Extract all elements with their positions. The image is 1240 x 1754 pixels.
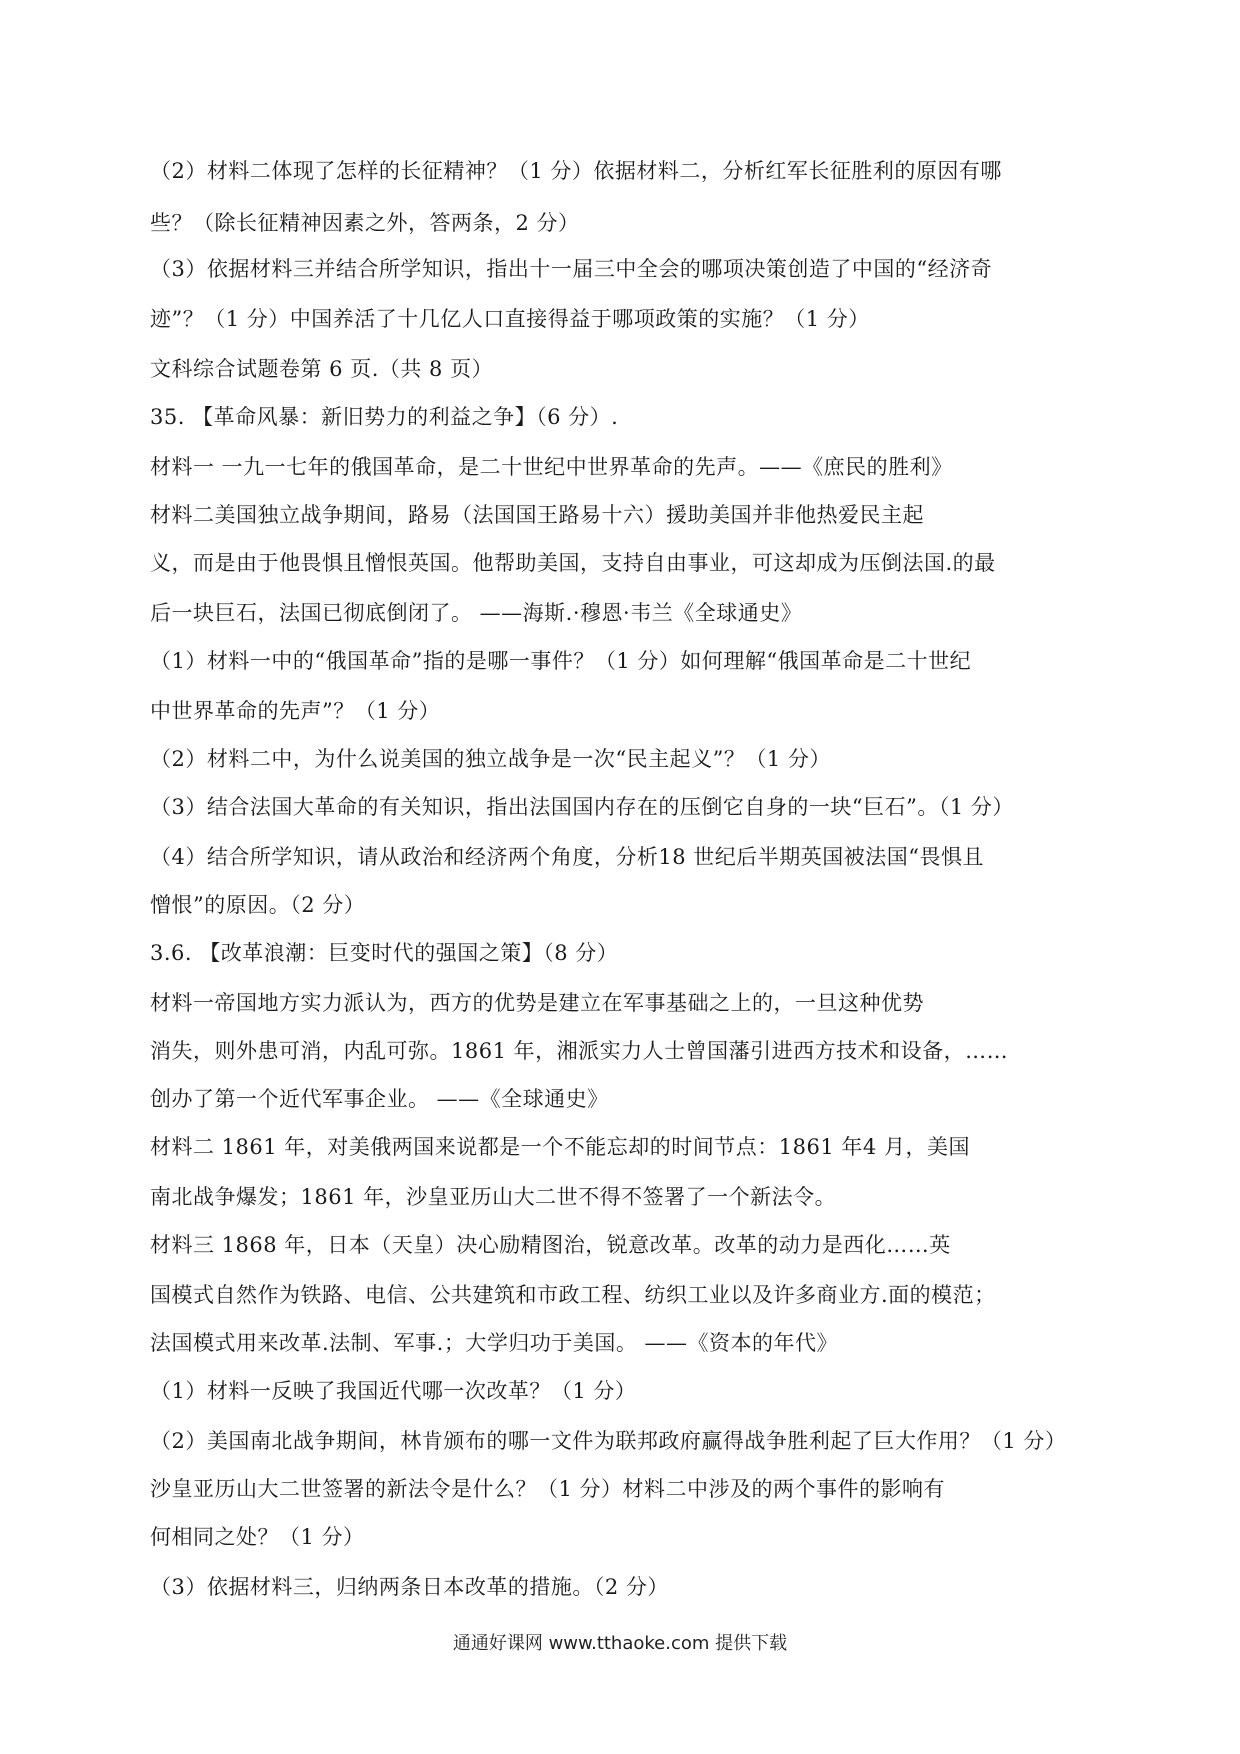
- text-line: 沙皇亚历山大二世签署的新法令是什么？（1 分）材料二中涉及的两个事件的影响有: [150, 1477, 946, 1501]
- text-line: 义，而是由于他畏惧且憎恨英国。他帮助美国，支持自由事业，可这却成为压倒法国.的最: [150, 551, 996, 575]
- text-line: 材料三 1868 年，日本（天皇）决心励精图治，锐意改革。改革的动力是西化……英: [150, 1233, 951, 1257]
- text-line: （2）材料二中，为什么说美国的独立战争是一次“民主起义”？（1 分）: [150, 747, 831, 771]
- text-line: （3）依据材料三并结合所学知识，指出十一届三中全会的哪项决策创造了中国的“经济奇: [150, 257, 993, 281]
- text-line: （3）依据材料三，归纳两条日本改革的措施。（2 分）: [150, 1575, 669, 1599]
- text-line: 消失，则外患可消，内乱可弥。1861 年，湘派实力人士曾国藩引进西方技术和设备，……: [150, 1039, 1009, 1063]
- text-line: （1）材料一反映了我国近代哪一次改革？（1 分）: [150, 1379, 637, 1403]
- question-heading: 3.6. 【改革浪潮：巨变时代的强国之策】（8 分）: [150, 941, 619, 965]
- page-number-line: 文科综合试题卷第 6 页.（共 8 页）: [150, 357, 494, 381]
- text-line: 憎恨”的原因。（2 分）: [150, 893, 366, 917]
- text-line: 材料二 1861 年，对美俄两国来说都是一个不能忘却的时间节点：1861 年4 月，美国: [150, 1135, 970, 1159]
- footer-watermark: 通通好课网 www.tthaoke.com 提供下载: [452, 1633, 788, 1654]
- text-line: 后一块巨石，法国已彻底倒闭了。 ——海斯.·穆恩·韦兰《全球通史》: [150, 601, 803, 625]
- text-line: （4）结合所学知识，请从政治和经济两个角度，分析18 世纪后半期英国被法国“畏惧且: [150, 845, 984, 869]
- text-line: 南北战争爆发；1861 年，沙皇亚历山大二世不得不签署了一个新法令。: [150, 1185, 837, 1209]
- text-line: （1）材料一中的“俄国革命”指的是哪一事件？（1 分）如何理解“俄国革命是二十世纪: [150, 649, 972, 673]
- text-line: （2）美国南北战争期间，林肯颁布的哪一文件为联邦政府赢得战争胜利起了巨大作用？（1 分）: [150, 1429, 1067, 1453]
- text-line: 法国模式用来改革.法制、军事.；大学归功于美国。 ——《资本的年代》: [150, 1331, 839, 1355]
- text-line: 创办了第一个近代军事企业。 ——《全球通史》: [150, 1087, 609, 1111]
- text-line: 些？（除长征精神因素之外，答两条，2 分）: [150, 211, 580, 235]
- text-line: （2）材料二体现了怎样的长征精神？（1 分）依据材料二，分析红军长征胜利的原因有哪: [150, 159, 1002, 183]
- text-line: 材料一 一九一七年的俄国革命，是二十世纪中世界革命的先声。——《庶民的胜利》: [150, 455, 953, 479]
- text-line: 何相同之处？（1 分）: [150, 1525, 365, 1549]
- question-heading: 35. 【革命风暴：新旧势力的利益之争】（6 分）.: [150, 405, 619, 429]
- text-line: （3）结合法国大革命的有关知识，指出法国国内存在的压倒它自身的一块“巨石”。（1 分）: [150, 795, 1014, 819]
- text-line: 国模式自然作为铁路、电信、公共建筑和市政工程、纺织工业以及许多商业方.面的模范；: [150, 1283, 996, 1307]
- text-line: 材料一帝国地方实力派认为，西方的优势是建立在军事基础之上的，一旦这种优势: [150, 991, 924, 1015]
- text-line: 中世界革命的先声”？（1 分）: [150, 699, 441, 723]
- text-line: 迹”？（1 分）中国养活了十几亿人口直接得益于哪项政策的实施？（1 分）: [150, 307, 870, 331]
- text-line: 材料二美国独立战争期间，路易（法国国王路易十六）援助美国并非他热爱民主起: [150, 503, 924, 527]
